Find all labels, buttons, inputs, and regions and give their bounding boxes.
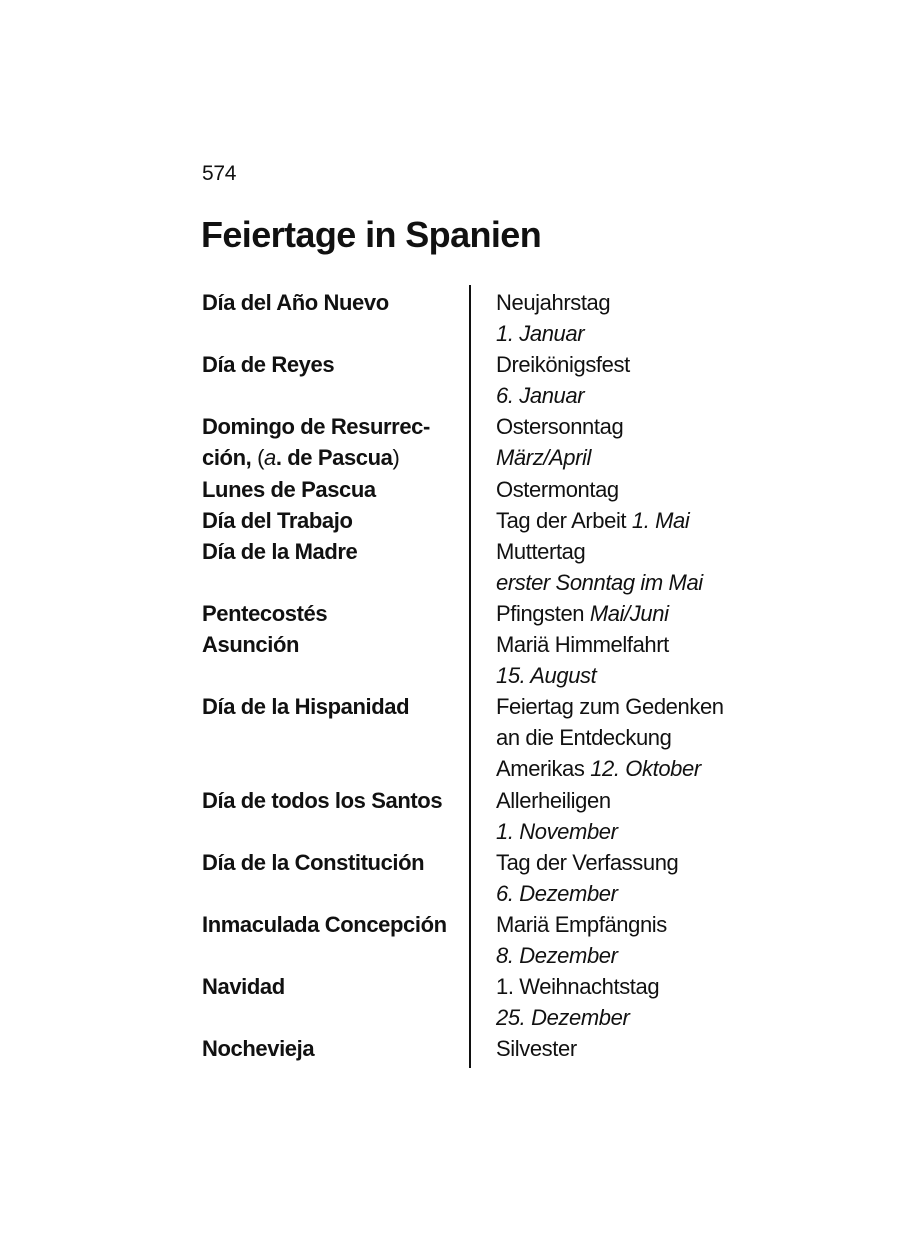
- italic-text: 1. November: [496, 818, 618, 844]
- holiday-entry: [202, 598, 822, 629]
- text-segment: Día de todos los Santos: [202, 787, 443, 813]
- text-line: [202, 971, 496, 1002]
- spanish-name: [202, 971, 496, 1033]
- text-segment: Navidad: [202, 974, 285, 1000]
- text-line: [202, 442, 496, 473]
- italic-text: 12. Oktober: [590, 756, 701, 782]
- text-line: [496, 629, 669, 660]
- italic-text: 6. Januar: [496, 383, 585, 409]
- italic-text: März/April: [496, 445, 592, 471]
- text-line: [496, 971, 659, 1002]
- text-segment: Amerikas: [496, 756, 591, 782]
- text-line: [496, 536, 703, 567]
- text-segment: 1. Weihnachtstag: [496, 974, 660, 1000]
- spanish-name: [202, 505, 496, 536]
- text-line: [202, 629, 496, 660]
- text-line: [496, 567, 703, 598]
- italic-text: 8. Dezember: [496, 942, 618, 968]
- text-segment: Silvester: [496, 1036, 577, 1062]
- text-line: [496, 505, 689, 536]
- holiday-entry: [202, 691, 822, 784]
- italic-text: Mai/Juni: [589, 600, 669, 626]
- text-line: [496, 349, 630, 380]
- text-segment: Nochevieja: [202, 1036, 315, 1062]
- holiday-entry: [202, 536, 822, 598]
- italic-text: erster Sonntag im Mai: [496, 569, 703, 595]
- german-description: [496, 971, 659, 1033]
- german-description: [496, 1033, 577, 1064]
- spanish-name: [202, 474, 496, 505]
- text-segment: . de Pascua: [275, 445, 393, 471]
- text-line: [496, 847, 678, 878]
- spanish-name: [202, 847, 496, 909]
- text-segment: Feiertag zum Gedenken: [496, 694, 724, 720]
- holiday-entry: [202, 411, 822, 473]
- german-description: [496, 536, 703, 598]
- spanish-name: [202, 598, 496, 629]
- italic-text: 15. August: [496, 663, 597, 689]
- holiday-entry: [202, 505, 822, 536]
- italic-text: a: [264, 445, 276, 471]
- text-segment: an die Entdeckung: [496, 725, 672, 751]
- text-line: [202, 847, 496, 878]
- holiday-entry: [202, 785, 822, 847]
- page-title: Feiertage in Spanien: [201, 214, 542, 255]
- text-line: [496, 909, 667, 940]
- holiday-entry: [202, 847, 822, 909]
- spanish-name: [202, 785, 496, 847]
- german-description: [496, 411, 623, 473]
- german-description: [496, 505, 689, 536]
- german-description: [496, 691, 724, 784]
- text-line: [496, 318, 610, 349]
- holiday-entry: [202, 1033, 822, 1064]
- text-line: [496, 753, 724, 784]
- text-line: [496, 785, 618, 816]
- german-description: [496, 629, 669, 691]
- italic-text: 25. Dezember: [496, 1005, 630, 1031]
- text-segment: ción,: [202, 445, 258, 471]
- text-segment: Día de Reyes: [202, 352, 335, 378]
- text-line: [496, 940, 667, 971]
- text-segment: Mariä Himmelfahrt: [496, 632, 669, 658]
- text-line: [496, 1002, 659, 1033]
- spanish-name: [202, 349, 496, 411]
- spanish-name: [202, 909, 496, 971]
- german-description: [496, 785, 618, 847]
- german-description: [496, 909, 667, 971]
- text-line: [496, 816, 618, 847]
- text-segment: Día de la Constitución: [202, 849, 425, 875]
- text-segment: Pfingsten: [496, 600, 590, 626]
- spanish-name: [202, 1033, 496, 1064]
- holiday-table: [202, 287, 822, 1064]
- page-number: 574: [202, 162, 237, 185]
- german-description: [496, 847, 678, 909]
- text-segment: Dreikönigsfest: [496, 352, 630, 378]
- text-segment: Tag der Arbeit: [496, 507, 632, 533]
- text-segment: ): [392, 445, 400, 471]
- text-line: [202, 691, 496, 722]
- text-line: [202, 505, 496, 536]
- holiday-entry: [202, 349, 822, 411]
- holiday-entry: [202, 474, 822, 505]
- text-segment: Mariä Empfängnis: [496, 911, 667, 937]
- text-line: [202, 909, 496, 940]
- text-segment: Día de la Hispanidad: [202, 694, 410, 720]
- text-segment: Asunción: [202, 632, 300, 658]
- text-segment: Neujahrstag: [496, 290, 611, 315]
- spanish-name: [202, 411, 496, 473]
- text-line: [496, 660, 669, 691]
- holiday-entry: [202, 971, 822, 1033]
- spanish-name: [202, 536, 496, 598]
- text-segment: (: [257, 445, 264, 471]
- holiday-entry: [202, 629, 822, 691]
- text-line: [496, 442, 623, 473]
- holiday-entry: [202, 287, 822, 349]
- text-segment: Inmaculada Concepción: [202, 911, 447, 937]
- text-segment: Día del Trabajo: [202, 507, 353, 533]
- text-line: [496, 598, 669, 629]
- german-description: [496, 349, 630, 411]
- text-line: [496, 878, 678, 909]
- spanish-name: [202, 691, 496, 784]
- text-line: [202, 785, 496, 816]
- german-description: [496, 598, 669, 629]
- german-description: [496, 474, 619, 505]
- text-line: [496, 411, 623, 442]
- text-line: [496, 380, 630, 411]
- text-line: [496, 722, 724, 753]
- text-line: [202, 536, 496, 567]
- text-segment: Ostersonntag: [496, 414, 624, 440]
- holiday-entry: [202, 909, 822, 971]
- text-line: [202, 411, 496, 442]
- text-segment: Lunes de Pascua: [202, 476, 376, 502]
- text-line: [202, 287, 496, 318]
- text-line: [496, 1033, 577, 1064]
- italic-text: 6. Dezember: [496, 880, 618, 906]
- text-segment: Muttertag: [496, 538, 586, 564]
- text-line: [496, 474, 619, 505]
- german-description: [496, 287, 610, 349]
- text-line: [496, 287, 610, 318]
- italic-text: 1. Januar: [496, 321, 585, 347]
- text-segment: Tag der Verfassung: [496, 849, 679, 875]
- text-line: [202, 474, 496, 505]
- spanish-name: [202, 629, 496, 691]
- text-line: [202, 598, 496, 629]
- spanish-name: [202, 287, 496, 349]
- text-segment: Domingo de Resurrec-: [202, 414, 430, 440]
- text-line: [202, 1033, 496, 1064]
- text-line: [202, 349, 496, 380]
- text-line: [496, 691, 724, 722]
- italic-text: 1. Mai: [631, 507, 690, 533]
- text-segment: Pentecostés: [202, 600, 328, 626]
- text-segment: Día de la Madre: [202, 538, 358, 564]
- text-segment: Ostermontag: [496, 476, 619, 502]
- text-segment: Día del Año Nuevo: [202, 290, 389, 315]
- text-segment: Allerheiligen: [496, 787, 611, 813]
